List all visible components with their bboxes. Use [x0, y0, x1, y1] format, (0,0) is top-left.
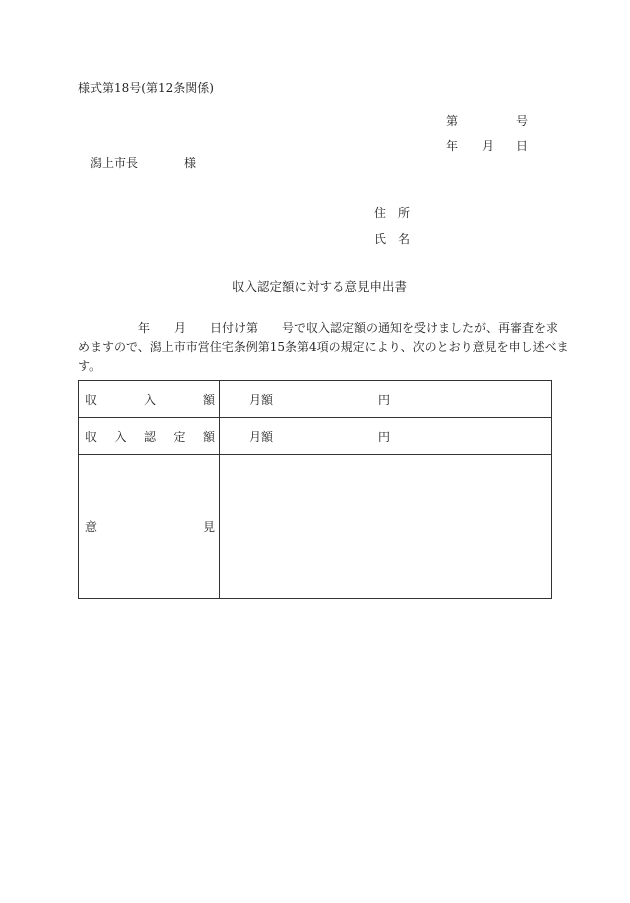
opinion-table: [78, 380, 552, 599]
body-paragraph: [78, 319, 569, 376]
document-number-suffix: 号: [516, 114, 529, 128]
income-label: [85, 381, 215, 417]
opinion-label-char: 意: [85, 520, 98, 534]
date-year-label: 年: [446, 139, 459, 153]
addressee: 潟上市長: [90, 156, 139, 170]
table-row-income: [79, 381, 551, 418]
applicant-address-label: 住 所: [374, 206, 411, 220]
income-label-char: 額: [202, 392, 215, 407]
body-month: 月: [174, 321, 187, 335]
recognized-income-label-char: 収: [85, 429, 98, 444]
date-month-label: 月: [482, 139, 495, 153]
income-label-char: 入: [143, 392, 156, 407]
body-day-prefix: 日付け第: [210, 321, 259, 335]
table-row-opinion: [79, 455, 551, 598]
column-divider: [219, 381, 220, 417]
opinion-field[interactable]: [220, 455, 551, 598]
honorific: 様: [184, 156, 197, 170]
opinion-label: [85, 455, 215, 598]
document-title: 収入認定額に対する意見申出書: [232, 279, 408, 294]
body-line-1-rest: 号で収入認定額の通知を受けましたが、再審査を求: [282, 321, 559, 335]
opinion-label-char: 見: [202, 520, 215, 534]
date-day-label: 日: [516, 139, 529, 153]
form-number: 様式第18号(第12条関係): [78, 81, 214, 95]
body-year: 年: [138, 321, 151, 335]
income-monthly-prefix: 月額: [249, 392, 274, 407]
document-number-prefix: 第: [446, 114, 459, 128]
column-divider: [219, 418, 220, 454]
recognized-income-unit: 円: [378, 429, 391, 444]
income-unit: 円: [378, 392, 391, 407]
recognized-income-label-char: 認: [143, 429, 156, 444]
body-line-1: [78, 319, 559, 338]
applicant-name-label: 氏 名: [374, 232, 411, 246]
recognized-income-monthly-prefix: 月額: [249, 429, 274, 444]
recognized-income-label: [85, 418, 215, 454]
recognized-income-label-char: 額: [202, 429, 215, 444]
body-line-3: す。: [78, 359, 102, 373]
body-line-2: めますので、潟上市市営住宅条例第15条第4項の規定により、次のとおり意見を申し述べま: [78, 340, 569, 354]
table-row-recognized-income: [79, 418, 551, 455]
income-label-char: 収: [85, 392, 98, 407]
recognized-income-label-char: 定: [173, 429, 186, 444]
recognized-income-label-char: 入: [114, 429, 127, 444]
